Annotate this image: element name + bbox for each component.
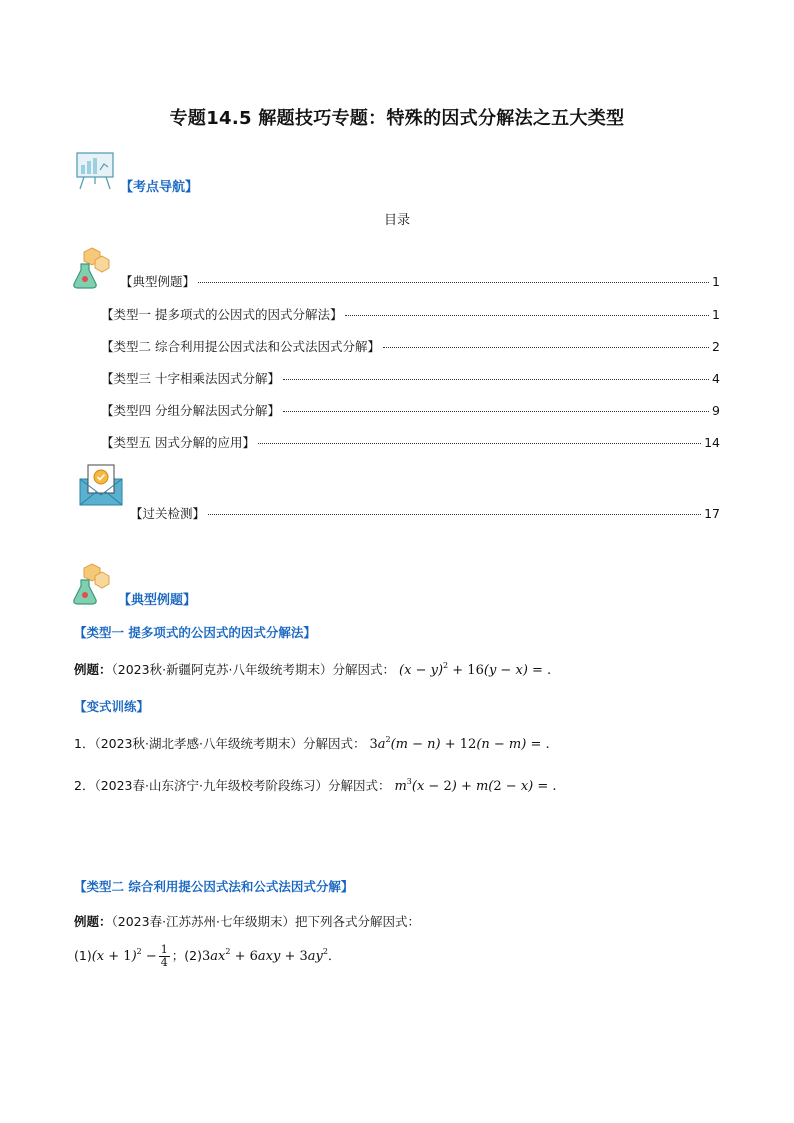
example-label: 例题： bbox=[74, 914, 112, 929]
question-number: 1． bbox=[74, 736, 95, 751]
toc-entry[interactable] bbox=[130, 504, 720, 522]
math-expression: $3a^2(m - n) + 12(n - m)$ = . bbox=[369, 735, 550, 752]
toc-entry[interactable] bbox=[101, 337, 720, 355]
toc-entry[interactable] bbox=[120, 272, 720, 290]
toc-leader-dots bbox=[383, 346, 709, 348]
example-source: （2023春·江苏苏州·七年级期末）把下列各式分解因式： bbox=[111, 914, 421, 929]
question-line bbox=[74, 776, 557, 794]
example-label: 例题： bbox=[74, 662, 112, 677]
toc-leader-dots bbox=[283, 378, 709, 380]
toc-leader-dots bbox=[198, 281, 709, 283]
nav-heading: 【考点导航】 bbox=[120, 180, 199, 195]
example-line bbox=[74, 912, 420, 930]
part-label: (1) bbox=[74, 948, 92, 963]
toc-entry-label: 【典型例题】 bbox=[120, 274, 196, 289]
type1-heading: 【类型一 提多项式的公因式的因式分解法】 bbox=[74, 625, 316, 640]
toc-entry-label: 【类型二 综合利用提公因式法和公式法因式分解】 bbox=[101, 339, 380, 354]
toc-entry-label: 【类型四 分组分解法因式分解】 bbox=[101, 403, 280, 418]
toc-entry[interactable] bbox=[101, 369, 720, 387]
flask-icon bbox=[72, 246, 112, 290]
question-source: （2023秋·湖北孝感·八年级统考期末）分解因式： bbox=[94, 736, 366, 751]
page-title: 专题14.5 解题技巧专题：特殊的因式分解法之五大类型 bbox=[169, 108, 625, 129]
part-label: (2) bbox=[184, 948, 203, 963]
flask-icon bbox=[72, 562, 112, 606]
math-expression: $(x + 1)^2$ − $\frac{1}{4}$ bbox=[91, 943, 168, 969]
example-source: （2023秋·新疆阿克苏·八年级统考期末）分解因式： bbox=[111, 662, 396, 677]
math-expression: $m^3(x - 2) + m(2 - x)$ = . bbox=[394, 777, 557, 794]
toc-entry-label: 【类型三 十字相乘法因式分解】 bbox=[101, 371, 280, 386]
toc-title: 目录 bbox=[383, 213, 410, 228]
question-line bbox=[74, 734, 550, 752]
type2-heading: 【类型二 综合利用提公因式法和公式法因式分解】 bbox=[74, 879, 354, 894]
question-number: 2． bbox=[74, 778, 95, 793]
toc-entry-page: 1 bbox=[712, 307, 720, 322]
toc-entry[interactable] bbox=[101, 305, 720, 323]
toc-leader-dots bbox=[208, 513, 701, 515]
toc-leader-dots bbox=[345, 314, 709, 316]
toc-entry-label: 【类型一 提多项式的公因式的因式分解法】 bbox=[101, 307, 343, 322]
toc-entry-label: 【过关检测】 bbox=[130, 506, 206, 521]
math-expression: $(x - y)^2 + 16(y - x)$ = . bbox=[399, 661, 552, 678]
toc-entry[interactable] bbox=[101, 433, 720, 451]
toc-entry-page: 2 bbox=[712, 339, 720, 354]
presentation-board-icon bbox=[74, 150, 116, 192]
toc-entry[interactable] bbox=[101, 401, 720, 419]
toc-entry-page: 4 bbox=[712, 371, 720, 386]
toc-entry-page: 14 bbox=[704, 435, 720, 450]
question-source: （2023春·山东济宁·九年级校考阶段练习）分解因式： bbox=[94, 778, 391, 793]
math-expression: $3ax^2 + 6axy + 3ay^2$ bbox=[202, 947, 328, 964]
example-line bbox=[74, 660, 551, 678]
toc-leader-dots bbox=[283, 410, 709, 412]
parts-line: $(1)(x + 1)^2$ − $\frac{1}{4}$ ；$(2)3ax^2 + 6axy + 3ay^2$． bbox=[74, 943, 341, 969]
toc-entry-page: 9 bbox=[712, 403, 720, 418]
variant-heading: 【变式训练】 bbox=[74, 699, 150, 714]
toc-entry-label: 【类型五 因式分解的应用】 bbox=[101, 435, 255, 450]
toc-entry-page: 1 bbox=[712, 274, 720, 289]
check-mail-icon bbox=[78, 463, 124, 507]
section-heading: 【典型例题】 bbox=[118, 593, 197, 608]
toc-entry-page: 17 bbox=[704, 506, 720, 521]
toc-leader-dots bbox=[258, 442, 701, 444]
